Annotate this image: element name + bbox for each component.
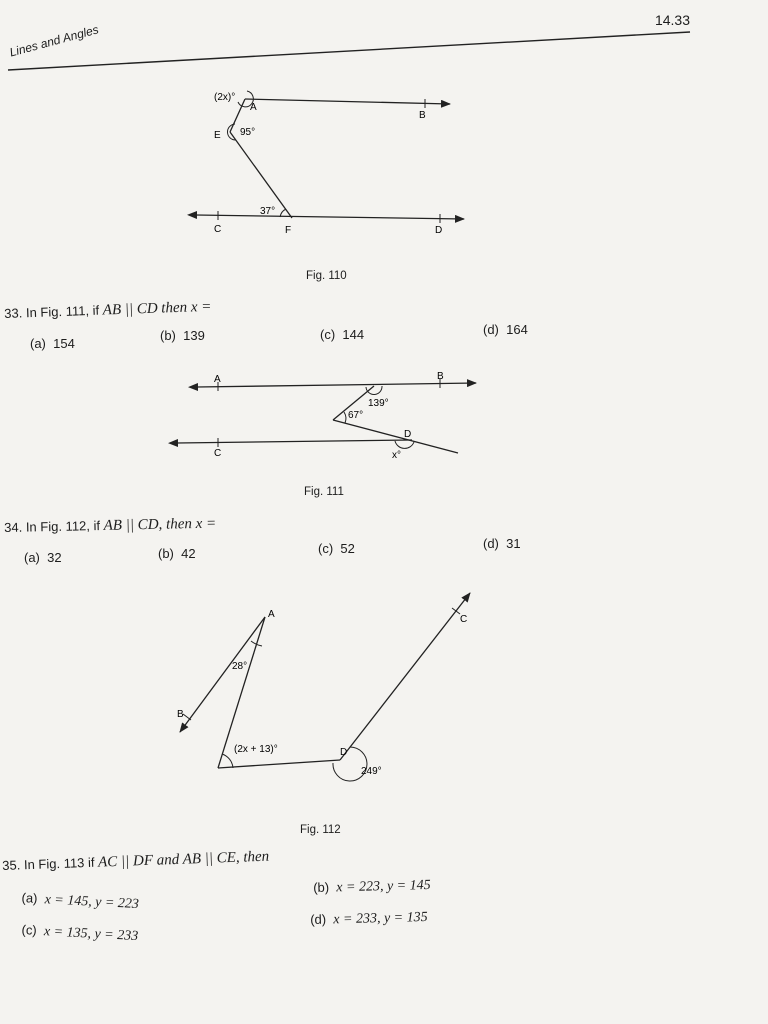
- label-a: A: [214, 374, 221, 385]
- label-a: A: [250, 102, 257, 113]
- figure-112-caption: Fig. 112: [300, 824, 341, 836]
- option-a: (a) 32: [24, 550, 62, 565]
- figure-110-caption: Fig. 110: [306, 270, 347, 282]
- label-x: x°: [392, 450, 401, 461]
- question-ask: then: [243, 848, 270, 866]
- label-28: 28°: [232, 661, 248, 672]
- label-b: B: [419, 110, 426, 121]
- question-ask: then x =: [161, 298, 212, 317]
- question-35: [2, 849, 269, 875]
- label-a: A: [268, 609, 275, 620]
- label-d: D: [340, 747, 348, 758]
- option-c: (c) 52: [318, 541, 355, 556]
- option-b: (b) 42: [158, 546, 196, 561]
- label-95: 95°: [240, 127, 256, 138]
- figure-111: [0, 360, 768, 480]
- ray-ab: [180, 617, 265, 732]
- label-67: 67°: [348, 410, 364, 421]
- label-249: 249°: [361, 766, 382, 777]
- figure-110: [0, 0, 768, 260]
- label-b: B: [177, 709, 184, 720]
- question-34: [4, 516, 216, 537]
- question-condition: AC || DF and AB || CE,: [97, 849, 240, 871]
- line-ab: [197, 383, 476, 387]
- line-cd: [177, 440, 412, 443]
- question-prefix: In Fig. 111, if: [25, 302, 100, 321]
- label-d: D: [435, 225, 443, 236]
- page-number: 14.33: [654, 12, 690, 28]
- ray-dc: [340, 593, 470, 760]
- segment-vertex-d: [218, 760, 340, 768]
- line-ab: [245, 99, 450, 104]
- question-number: 33.: [4, 305, 23, 321]
- figure-111-caption: Fig. 111: [304, 486, 344, 498]
- label-139: 139°: [368, 398, 389, 409]
- figure-112: [0, 580, 768, 800]
- label-c: C: [214, 448, 222, 459]
- option-d: (d) x = 233, y = 135: [310, 909, 428, 928]
- question-condition: AB || CD: [103, 516, 159, 534]
- label-2x-angle: (2x)°: [214, 92, 236, 103]
- label-e: E: [214, 130, 221, 141]
- question-33: [4, 299, 212, 323]
- label-f: F: [285, 225, 292, 236]
- question-prefix: In Fig. 112, if: [25, 517, 101, 535]
- option-c: (c) 144: [320, 327, 365, 342]
- option-b: (b) 139: [160, 328, 205, 343]
- label-c: C: [460, 614, 468, 625]
- option-d: (d) 31: [483, 536, 521, 551]
- question-condition: AB || CD: [102, 300, 158, 319]
- question-number: 35.: [2, 857, 21, 873]
- option-a: (a) x = 145, y = 223: [21, 890, 140, 913]
- label-d: D: [404, 429, 412, 440]
- label-vertex-angle: (2x + 13)°: [234, 744, 278, 755]
- label-37: 37°: [260, 206, 276, 217]
- question-number: 34.: [4, 519, 23, 535]
- running-head: Lines and Angles: [8, 22, 101, 60]
- label-c: C: [214, 224, 222, 235]
- option-d: (d) 164: [483, 322, 528, 337]
- option-a: (a) 154: [30, 336, 75, 351]
- segment-bend-lower: [333, 420, 458, 453]
- option-c: (c) x = 135, y = 233: [21, 922, 139, 945]
- line-cd: [196, 215, 464, 219]
- option-b: (b) x = 223, y = 145: [313, 877, 431, 896]
- question-prefix: In Fig. 113 if: [23, 854, 95, 873]
- label-b: B: [437, 371, 444, 382]
- question-ask: , then x =: [158, 515, 217, 533]
